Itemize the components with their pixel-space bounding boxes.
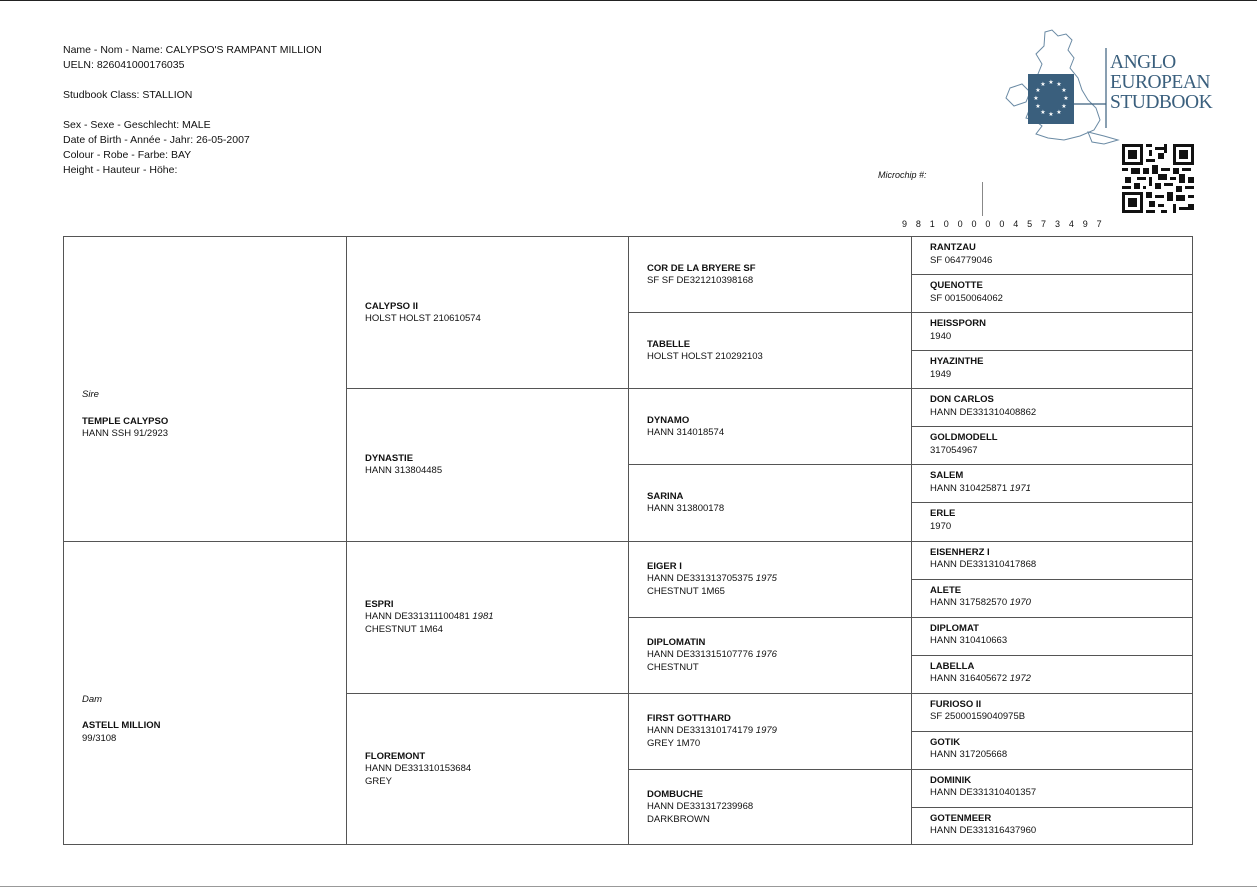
horse-registration [930,331,986,344]
horse-registration [647,725,777,738]
pedigree-cell [911,693,1193,731]
horse-name: HEISSPORN [930,318,986,330]
horse-name: DYNASTIE [365,452,414,464]
microchip-barcode [982,182,983,216]
pedigree-cell [628,693,911,769]
colour-line: Colour - Robe - Farbe: BAY [63,149,192,161]
registration-text: SF 00150064062 [930,292,1003,304]
registration-text: HANN DE331310153684 [365,763,472,775]
pedigree-cell [346,236,628,388]
date-of-birth-line: Date of Birth - Année - Jahr: 26-05-2007 [63,134,250,146]
svg-text:★: ★ [1040,81,1046,88]
pedigree-entry [647,789,753,827]
pedigree-entry [647,339,763,364]
registration-text: HANN 310410663 [930,635,1008,647]
registration-text: SF SF DE321210398168 [647,275,754,287]
horse-name: CALYPSO II [365,300,418,312]
logo-line-studbook: STUDBOOK [1110,92,1213,113]
horse-registration [930,635,1007,648]
logo-line-european: EUROPEAN [1110,72,1211,93]
pedigree-cell [628,388,911,464]
pedigree-cell [346,541,628,693]
registration-text: HANN 317205668 [930,749,1008,761]
registration-text: HANN DE331310417868 [930,559,1037,570]
pedigree-cell [63,236,346,541]
horse-registration [365,611,494,624]
horse-colour-height: CHESTNUT 1M64 [365,623,443,635]
registration-text: HANN DE331316437960 [930,825,1037,837]
horse-registration [365,313,481,326]
horse-registration [930,673,1031,686]
qr-code-icon [1122,144,1194,213]
pedigree-cell [911,769,1193,807]
horse-name: DIPLOMAT [930,622,979,634]
registration-text: 99/3108 [82,732,117,744]
svg-text:★: ★ [1061,103,1067,110]
pedigree-entry [647,415,724,440]
pedigree-cell [911,388,1193,426]
horse-colour-height: DARKBROWN [647,813,710,825]
horse-name: TEMPLE CALYPSO [82,415,169,427]
horse-registration [930,597,1031,610]
pedigree-entry [930,470,1031,495]
horse-colour-height: CHESTNUT [647,661,699,673]
registration-text: HANN 310425871 [930,482,1008,494]
pedigree-entry [930,318,986,343]
horse-name: ALETE [930,584,962,596]
registration-text: HANN 314018574 [647,427,725,439]
registration-text: HOLST HOLST 210610574 [365,313,481,325]
birth-year: 1975 [755,573,777,585]
pedigree-entry [365,599,494,637]
horse-name: DOMINIK [930,774,972,786]
horse-colour-height: GREY [365,775,392,787]
svg-text:★: ★ [1035,87,1041,94]
pedigree-entry [365,751,471,789]
horse-registration [365,763,471,776]
sex-line: Sex - Sexe - Geschlecht: MALE [63,119,211,131]
svg-text:★: ★ [1048,111,1054,118]
registration-text: 317054967 [930,444,978,456]
birth-year: 1972 [1009,673,1031,685]
pedigree-cell [911,502,1193,540]
registration-text: HANN DE331310408862 [930,406,1037,418]
pedigree-cell [911,312,1193,350]
registration-text: HANN 313804485 [365,465,443,477]
birth-year: 1970 [1009,597,1031,609]
pedigree-entry [365,453,442,478]
registration-text: 1970 [930,520,952,532]
horse-registration [82,733,160,746]
registration-text: HANN 313800178 [647,503,725,515]
pedigree-cell [346,693,628,845]
svg-text:★: ★ [1033,95,1039,102]
horse-name: FURIOSO II [930,698,982,710]
pedigree-entry [930,242,992,267]
birth-year: 1981 [472,611,494,623]
pedigree-entry [647,263,756,288]
pedigree-cell [628,541,911,617]
horse-registration [930,749,1007,762]
pedigree-entry [930,623,1007,648]
pedigree-cell [911,426,1193,464]
top-border-line [0,0,1257,1]
pedigree-cell [628,236,911,312]
pedigree-entry [930,356,984,381]
horse-registration [647,427,724,440]
pedigree-cell [346,388,628,540]
pedigree-entry [82,389,168,441]
svg-text:★: ★ [1040,109,1046,116]
registration-text: 1940 [930,330,952,342]
horse-name: DYNAMO [647,414,690,426]
pedigree-cell [911,464,1193,502]
pedigree-entry [930,737,1007,762]
microchip-label: Microchip #: [878,170,927,180]
horse-colour-height: GREY 1M70 [647,737,701,749]
pedigree-entry [930,280,1003,305]
pedigree-entry [930,775,1036,800]
registration-text: SF 064779046 [930,254,993,266]
horse-name: COR DE LA BRYERE SF [647,262,756,274]
registration-text: HANN 317582570 [930,597,1008,609]
horse-registration [647,801,753,814]
svg-text:★: ★ [1063,95,1069,102]
pedigree-role: Sire [82,389,99,401]
horse-name: LABELLA [930,660,975,672]
pedigree-cell [628,617,911,693]
birth-year: 1971 [1009,482,1031,494]
pedigree-entry [647,491,724,516]
microchip-number: 9 8 1 0 0 0 0 0 4 5 7 3 4 9 7 [902,219,1105,229]
horse-name: SARINA [647,490,684,502]
bottom-border-line [0,886,1257,887]
horse-registration [930,407,1036,420]
birth-year: 1976 [755,649,777,661]
registration-text: HANN DE331313705375 [647,573,754,585]
registration-text: HANN DE331310174179 [647,725,754,737]
horse-name: FLOREMONT [365,750,426,762]
pedigree-entry [647,637,777,675]
svg-text:★: ★ [1056,81,1062,88]
ueln-line: UELN: 826041000176035 [63,59,185,71]
horse-registration [930,711,1025,724]
horse-registration [930,483,1031,496]
pedigree-cell [628,464,911,540]
horse-registration [930,255,992,268]
horse-registration [930,787,1036,800]
pedigree-entry [930,699,1025,724]
logo-line-anglo: ANGLO [1110,52,1176,73]
pedigree-cell [911,236,1193,274]
pedigree-cell [628,769,911,845]
horse-name: ASTELL MILLION [82,720,161,732]
registration-text: HANN DE331317239968 [647,801,754,813]
birth-year: 1979 [755,725,777,737]
pedigree-entry [930,547,1036,572]
horse-registration [365,465,442,478]
horse-registration [647,275,756,288]
horse-registration [647,649,777,662]
pedigree-cell [911,541,1193,579]
svg-text:★: ★ [1061,87,1067,94]
pedigree-entry [930,585,1031,610]
horse-registration [647,351,763,364]
pedigree-cell [911,617,1193,655]
horse-registration [930,521,955,534]
pedigree-entry [930,508,955,533]
pedigree-entry [930,661,1031,686]
pedigree-cell [63,541,346,846]
horse-info [63,43,322,178]
registration-text: HANN 316405672 [930,673,1008,685]
pedigree-entry [647,713,777,751]
horse-name: DIPLOMATIN [647,636,706,648]
horse-registration [930,559,1036,572]
horse-name: DON CARLOS [930,394,994,406]
pedigree-entry [647,561,777,599]
svg-text:★: ★ [1056,109,1062,116]
horse-name: DOMBUCHE [647,788,703,800]
horse-name: QUENOTTE [930,280,983,292]
horse-name: ESPRI [365,598,394,610]
horse-name: SALEM [930,470,964,482]
registration-text: 1949 [930,368,952,380]
pedigree-entry [82,694,160,746]
pedigree-cell [911,731,1193,769]
pedigree-table [63,236,1193,845]
pedigree-cell [911,350,1193,388]
svg-text:★: ★ [1048,79,1054,86]
horse-name: HYAZINTHE [930,356,984,368]
registration-text: HANN DE331310401357 [930,787,1037,799]
horse-name: EISENHERZ I [930,546,990,558]
horse-registration [647,573,777,586]
pedigree-cell [911,655,1193,693]
horse-registration [930,825,1036,838]
pedigree-cell [911,807,1193,845]
pedigree-cell [628,312,911,388]
horse-registration [647,503,724,516]
horse-registration [930,369,984,382]
registration-text: HOLST HOLST 210292103 [647,351,763,363]
horse-name: TABELLE [647,338,691,350]
horse-name: GOTENMEER [930,812,992,824]
pedigree-entry [930,432,998,457]
svg-text:★: ★ [1035,103,1041,110]
pedigree-cell [911,579,1193,617]
pedigree-role: Dam [82,693,103,705]
horse-registration [82,428,168,441]
horse-name-line: Name - Nom - Name: CALYPSO'S RAMPANT MILLION [63,44,322,56]
horse-name: GOTIK [930,736,961,748]
pedigree-entry [365,301,481,326]
registration-text: HANN DE331311100481 [365,611,470,623]
horse-colour-height: CHESTNUT 1M65 [647,585,725,597]
horse-registration [930,445,998,458]
registration-text: HANN SSH 91/2923 [82,428,169,440]
horse-name: EIGER I [647,560,682,572]
registration-text: SF 25000159040975B [930,711,1026,723]
horse-name: FIRST GOTTHARD [647,712,731,724]
pedigree-cell [911,274,1193,312]
studbook-logo-text [1110,53,1212,113]
horse-name: GOLDMODELL [930,432,998,444]
height-line: Height - Hauteur - Höhe: [63,164,178,176]
pedigree-entry [930,394,1036,419]
studbook-class-line: Studbook Class: STALLION [63,89,193,101]
pedigree-entry [930,813,1036,838]
horse-name: RANTZAU [930,242,976,253]
horse-name: ERLE [930,508,956,520]
horse-registration [930,293,1003,306]
registration-text: HANN DE331315107776 [647,649,754,661]
